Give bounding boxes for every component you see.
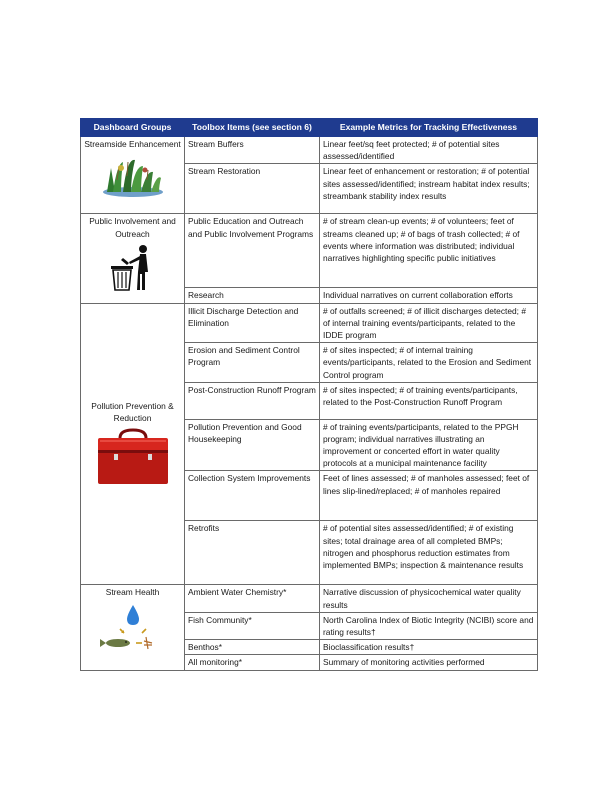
group-label: Pollution Prevention & Reduction [91,400,174,423]
table-row [81,137,538,164]
streamside-plants-illustration [101,154,165,198]
header-dashboard-groups: Dashboard Groups [81,119,185,137]
dashboard-table [80,118,538,671]
metric-text: # of sites inspected; # of training events/participants, related to the Post-Construction Runoff Program [320,382,538,419]
toolbox-item: Post-Construction Runoff Program [185,382,320,419]
header-toolbox-items: Toolbox Items (see section 6) [185,119,320,137]
metric-text: North Carolina Index of Biotic Integrity (NCIBI) score and rating results† [320,612,538,639]
group-public [81,214,185,303]
metric-text: # of training events/participants, related to the PPGH program; individual narratives illustrating an improvement or concerted effort in water quality protocols at a municipal maintenance facility [320,419,538,471]
metric-text: # of potential sites assessed/identified; # of existing sites; total drainage area of all completed BMPs; nitrogen and phosphorus reduction estimates from implemented BMPs; inspection & maintenance results [320,521,538,585]
group-label: Public Involvement and Outreach [89,216,176,239]
header-row [81,119,538,137]
table-row [81,303,538,343]
metric-text: # of stream clean-up events; # of volunteers; feet of streams cleaned up; # of bags of trash collected; # of events where information was distributed; individual narratives highlighting specific public initiatives [320,214,538,288]
water-cycle-fish-icon [98,603,168,651]
metric-text: # of sites inspected; # of internal training events/participants, related to the Erosion and Sediment Control program [320,343,538,383]
group-pollution [81,303,185,585]
toolbox-item: Retrofits [185,521,320,585]
toolbox-item: Research [185,288,320,303]
toolbox-item: Stream Restoration [185,164,320,214]
metric-text: Individual narratives on current collaboration efforts [320,288,538,303]
metric-text: Linear feet/sq feet protected; # of potential sites assessed/identified [320,137,538,164]
trash-can-figure-icon [107,244,159,292]
metric-text: Narrative discussion of physicochemical water quality results [320,585,538,612]
metric-text: Bioclassification results† [320,640,538,655]
toolbox-item: Stream Buffers [185,137,320,164]
toolbox-item: All monitoring* [185,655,320,670]
toolbox-item: Illicit Discharge Detection and Elimination [185,303,320,343]
toolbox-item: Ambient Water Chemistry* [185,585,320,612]
group-health [81,585,185,670]
toolbox-item: Benthos* [185,640,320,655]
group-label: Streamside Enhancement [84,139,181,149]
toolbox-item: Pollution Prevention and Good Housekeeping [185,419,320,471]
table-row [81,585,538,612]
red-toolbox-icon [94,428,172,488]
toolbox-item: Public Education and Outreach and Public Involvement Programs [185,214,320,288]
group-streamside [81,137,185,214]
header-example-metrics: Example Metrics for Tracking Effectiveness [320,119,538,137]
group-label: Stream Health [105,587,160,598]
metric-text: Summary of monitoring activities performed [320,655,538,670]
metric-text: Linear feet of enhancement or restoration; # of potential sites assessed/identified; instream habitat index results; streambank stability index results [320,164,538,214]
toolbox-item: Collection System Improvements [185,471,320,521]
metric-text: # of outfalls screened; # of illicit discharges detected; # of internal training events/participants, related to the IDDE program [320,303,538,343]
toolbox-item: Fish Community* [185,612,320,639]
metric-text: Feet of lines assessed; # of manholes assessed; feet of lines slip-lined/replaced; # of manholes repaired [320,471,538,521]
table-row [81,214,538,288]
toolbox-item: Erosion and Sediment Control Program [185,343,320,383]
